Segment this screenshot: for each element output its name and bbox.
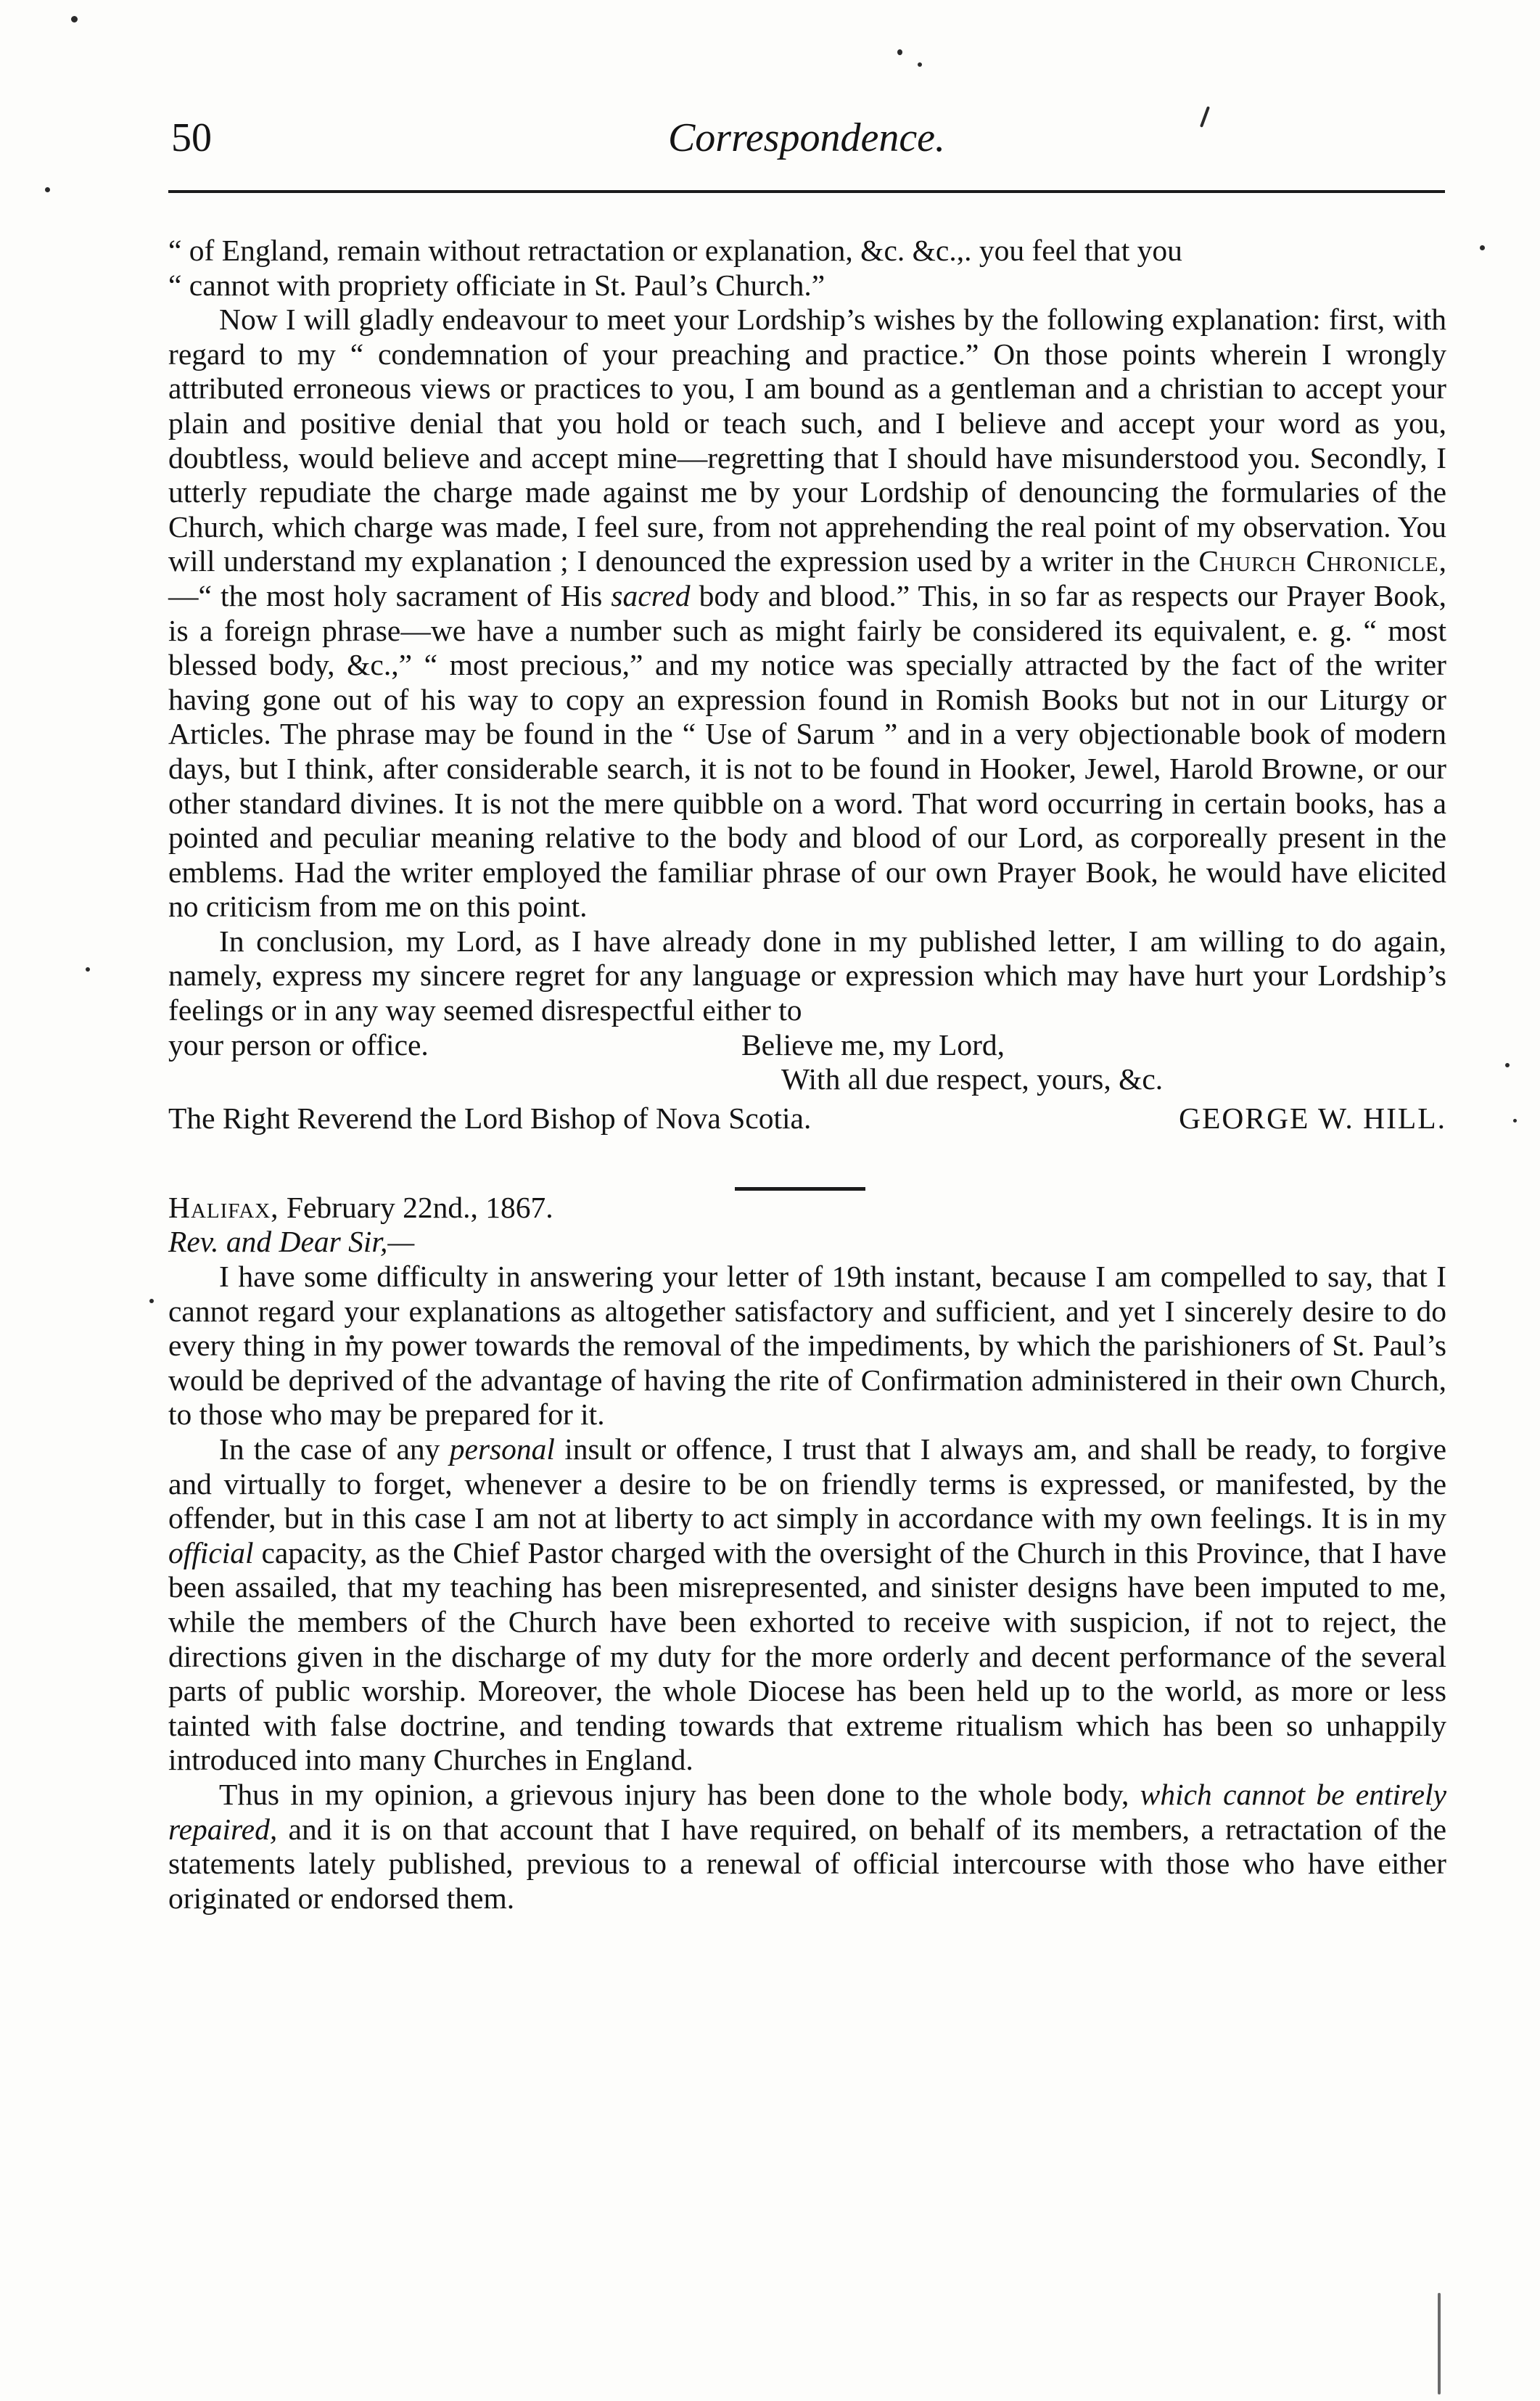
signature-line: [168, 1097, 1446, 1142]
ink-speck: [1513, 1119, 1517, 1122]
paragraph-text: capacity, as the Chief Pastor charged with the oversight of the Church in this Province, that I have been assailed, that my teaching has been misrepresented, and sinister designs have been imputed to me, while the members of the Church have been exhorted to receive with suspicion, if not to reject, the directions given in the discharge of my duty for the more orderly and decent performance of the several parts of public worship. Moreover, the whole Diocese has been held up to the world, as more or less tainted with false doctrine, and tending towards that extreme ritualism which has been so unhappily introduced into many Churches in England.: [168, 1535, 1447, 1777]
italic-phrase: which cannot be entirely repaired,: [168, 1777, 1447, 1846]
paragraph-text: body and blood.” This, in so far as respects our Prayer Book, is a foreign phrase—we have a number such as might fairly be considered its equivalent, e. g. “ most blessed body, &c.,” “ most precious,” and my notice was specially attracted by the fact of the writer having gone out of his way to copy an expression found in Romish Books but not in our Liturgy or Articles. The phrase may be found in the “ Use of Sarum ” and in a very objectionable book of modern days, but I think, after considerable search, it is not to be found in Hooker, Jewel, Harold Browne, or our other standard divines. It is not the mere quibble on a word. That word occurring in certain books, has a pointed and peculiar meaning relative to the body and blood of our Lord, as corporeally present in the emblems. Had the writer employed the familiar phrase of our own Prayer Book, he would have elicited no criticism from me on this point.: [168, 578, 1446, 924]
italic-word: personal: [449, 1432, 555, 1466]
ink-speck: [149, 1299, 154, 1303]
addressee: The Right Reverend the Lord Bishop of Nova Scotia.: [168, 1101, 812, 1135]
dateline-place: Halifax,: [168, 1190, 279, 1224]
ink-speck: [71, 16, 78, 22]
quote-line: “ of England, remain without retractation or explanation, &c. &c.,. you feel that you: [168, 234, 1182, 267]
ink-speck: [897, 49, 902, 55]
letter-1: [168, 234, 1446, 1142]
paragraph: In conclusion, my Lord, as I have already done in my published letter, I am willing to do again, namely, express my sincere regret for any language or expression which may have hurt your Lordship’s feelings or in any way seemed disrespectful either to: [168, 924, 1446, 1027]
ink-speck: [1438, 2293, 1441, 2394]
italic-word: sacred: [611, 578, 691, 612]
paragraph-text: insult or offence, I trust that I always am, and shall be ready, to forgive and virtually to forget, whenever a desire to be on friendly terms is expressed, or manifested, by the offender, but in this case I am not at liberty to act simply in accordance with my own feelings. It is in my: [168, 1432, 1447, 1535]
paragraph: [168, 1778, 1446, 1916]
salutation: Rev. and Dear Sir,—: [168, 1225, 415, 1259]
ink-speck: [1505, 1063, 1510, 1067]
paragraph: [168, 1432, 1446, 1778]
quote-line: “ cannot with propriety officiate in St. Paul’s Church.”: [168, 268, 825, 302]
ink-speck: [918, 62, 922, 67]
letter-2: [168, 1191, 1446, 1916]
ink-speck: [86, 967, 90, 972]
paragraph-text: Thus in my opinion, a grievous injury has been done to the whole body,: [219, 1777, 1129, 1811]
running-title: Correspondence.: [667, 115, 946, 160]
signature: GEORGE W. HILL.: [1179, 1101, 1446, 1135]
valediction: Believe me, my Lord,: [741, 1027, 1005, 1062]
paragraph-text: Now I will gladly endeavour to meet your Lordship’s wishes by the following explanation: first, with regard to my “ condemnation of your preaching and practice.” On those points wherein I wrongly attributed erroneous views or practices to you, I am bound as a gentleman and a christian to accept your plain and positive denial that you hold or teach such, and I believe and accept your word as you, doubtless, would believe and accept mine—regretting that I should have misunderstood you. Secondly, I utterly repudiate the charge made against me by your Lordship of denouncing the formularies of the Church, which charge was made, I feel sure, from not apprehending the real point of my observation. You will understand my explanation ; I denounced the expression used by a writer in the: [168, 303, 1446, 578]
page-number: 50: [171, 115, 212, 160]
paragraph-text: and it is on that account that I have required, on behalf of its members, a retractation of the statements lately published, previous to a renewal of official intercourse with those who have either originated or endorsed them.: [168, 1812, 1446, 1915]
dateline-date: February 22nd., 1867.: [286, 1190, 553, 1224]
publication-name: Church Chronicle: [1198, 544, 1439, 578]
ink-speck: [1480, 245, 1485, 250]
ink-speck: [45, 187, 50, 192]
letter-closing: [168, 1028, 1446, 1097]
paragraph: [168, 303, 1446, 924]
italic-word: official: [168, 1535, 254, 1569]
paragraph-text: ,—“ the most holy sacrament of His: [168, 544, 1446, 612]
section-divider: [735, 1187, 865, 1191]
closing-text: your person or office.: [168, 1027, 429, 1062]
paragraph: I have some difficulty in answering your letter of 19th instant, because I am compelled to say, that I cannot regard your explanations as altogether satisfactory and sufficient, and yet I sincerely desire to do every thing in my power towards the removal of the impediments, by which the parishioners of St. Paul’s would be deprived of the advantage of having the rite of Confirmation administered in their own Church, to those who may be prepared for it.: [168, 1260, 1446, 1432]
page-body: [168, 234, 1446, 1916]
header-rule: [168, 190, 1445, 193]
valediction: With all due respect, yours, &c.: [781, 1062, 1164, 1096]
paragraph-text: In the case of any: [219, 1432, 440, 1466]
page-header: [168, 109, 1445, 181]
dateline: [168, 1191, 1446, 1226]
